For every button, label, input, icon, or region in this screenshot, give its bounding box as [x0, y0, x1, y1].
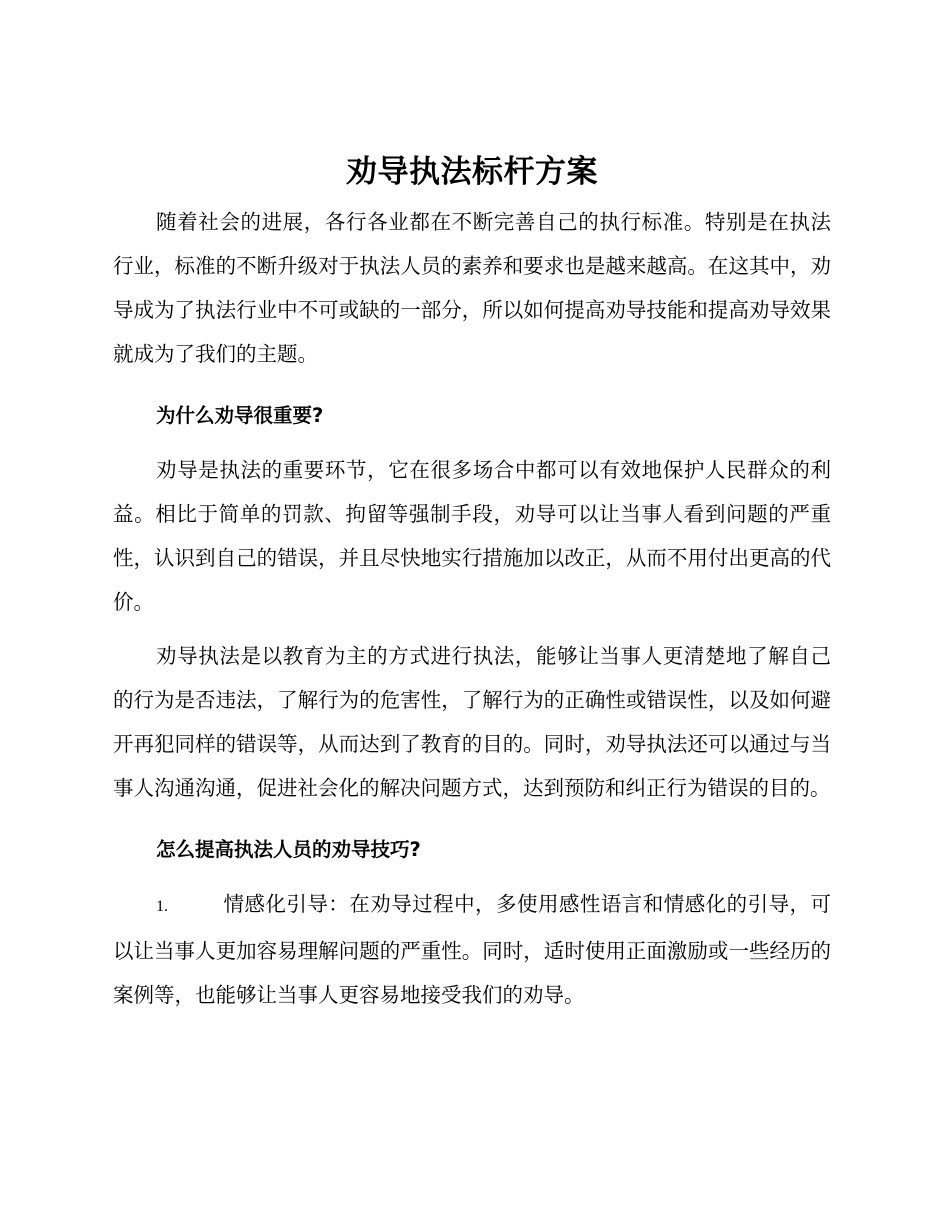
importance-paragraph-1: 劝导是执法的重要环节，它在很多场合中都可以有效地保护人民群众的利益。相比于简单的罚款、拘留等强制手段，劝导可以让当事人看到问题的严重性，认识到自己的错误，并且尽快地实行措施加以改正，从而不用付出更高的代价。 [113, 458, 831, 614]
list-item-text: 情感化引导：在劝导过程中，多使用感性语言和情感化的引导，可以让当事人更加容易理解问题的严重性。同时，适时使用正面激励或一些经历的案例等，也能够让当事人更容易地接受我们的劝导。 [113, 892, 831, 1007]
section-heading-importance: 为什么劝导很重要? [156, 404, 324, 427]
list-item [113, 882, 831, 1017]
list-item-number: 1. [156, 898, 168, 915]
intro-paragraph: 随着社会的进展，各行各业都在不断完善自己的执行标准。特别是在执法行业，标准的不断升级对于执法人员的素养和要求也是越来越高。在这其中，劝导成为了执法行业中不可或缺的一部分，所以如何提高劝导技能和提高劝导效果就成为了我们的主题。 [113, 210, 831, 366]
document-title: 劝导执法标杆方案 [346, 154, 598, 190]
importance-paragraph-2: 劝导执法是以教育为主的方式进行执法，能够让当事人更清楚地了解自己的行为是否违法，了解行为的危害性，了解行为的正确性或错误性，以及如何避开再犯同样的错误等，从而达到了教育的目的。同时，劝导执法还可以通过与当事人沟通沟通，促进社会化的解决问题方式，达到预防和纠正行为错误的目的。 [113, 644, 831, 800]
document-body [113, 150, 831, 1017]
section-heading-skills: 怎么提高执法人员的劝导技巧? [156, 838, 421, 861]
